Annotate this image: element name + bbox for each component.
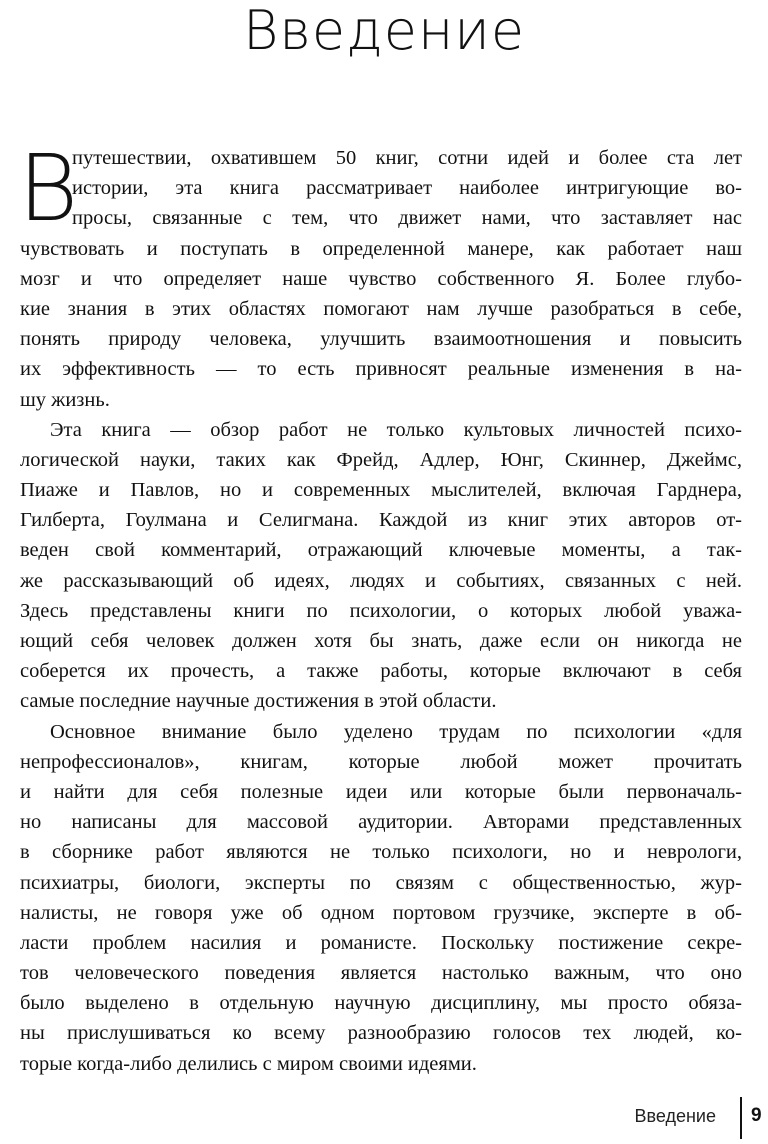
text-line: ющий себя человек должен хотя бы знать, даже если он никогда не [20, 630, 742, 652]
text-line: понять природу человека, улучшить взаимоотношения и повысить [20, 328, 742, 351]
text-line: торые когда-либо делились с миром своими идеями. [20, 1052, 477, 1075]
drop-cap: В [18, 135, 79, 242]
text-line: шу жизнь. [20, 388, 110, 411]
body-text [18, 135, 742, 1079]
text-line: ласти проблем насилия и романисте. Поскольку постижение секре- [20, 931, 742, 954]
text-line: логической науки, таких как Фрейд, Адлер, Юнг, Скиннер, Джеймс, [20, 448, 742, 471]
text-line: же рассказывающий об идеях, людях и событиях, связанных с ней. [20, 569, 742, 592]
text-line: Эта книга — обзор работ не только культовых личностей психо- [50, 418, 742, 441]
text-line: было выделено в отдельную научную дисциплину, мы просто обяза- [20, 992, 742, 1015]
footer-divider [740, 1097, 742, 1139]
page-number: 9 [751, 1105, 762, 1126]
text-line: кие знания в этих областях помогают нам лучше разобраться в себе, [20, 297, 742, 320]
text-line: тов человеческого поведения является настолько важным, что оно [20, 962, 742, 985]
text-line: налисты, не говоря уже об одном портовом грузчике, эксперте в об- [20, 901, 742, 924]
text-line: но написаны для массовой аудитории. Авторами представленных [20, 811, 742, 834]
text-line: веден свой комментарий, отражающий ключевые моменты, а так- [20, 539, 742, 562]
text-line: самые последние научные достижения в этой области. [20, 690, 497, 713]
text-line: чувствовать и поступать в определенной манере, как работает наш [20, 237, 742, 260]
text-line: непрофессионалов», книгам, которые любой может прочитать [20, 750, 742, 773]
text-line: Здесь представлены книги по психологии, о которых любой уважа- [20, 599, 742, 622]
page-title: Введение [242, 0, 526, 62]
text-line: Пиаже и Павлов, но и современных мыслителей, включая Гарднера, [20, 479, 742, 502]
text-line: Основное внимание было уделено трудам по психологии «для [50, 720, 742, 743]
text-line: путешествии, охватившем 50 книг, сотни идей и более ста лет [72, 147, 742, 169]
text-line: просы, связанные с тем, что движет нами, что заставляет нас [72, 207, 742, 230]
text-line: их эффективность — то есть привносят реальные изменения в на- [20, 358, 742, 381]
text-line: истории, эта книга рассматривает наиболее интригующие во- [72, 177, 742, 200]
text-line: соберется их прочесть, а также работы, которые включают в себя [20, 660, 742, 683]
text-line: психиатры, биологи, эксперты по связям с общественностью, жур- [20, 871, 742, 894]
running-head: Введение [634, 1106, 716, 1126]
text-line: мозг и что определяет наше чувство собственного Я. Более глубо- [20, 267, 742, 290]
text-line: в сборнике работ являются не только психологи, но и неврологи, [20, 841, 742, 864]
text-line: ны прислушиваться ко всему разнообразию голосов тех людей, ко- [20, 1022, 742, 1045]
text-line: Гилберта, Гоулмана и Селигмана. Каждой из книг этих авторов от- [20, 509, 742, 532]
text-line: и найти для себя полезные идеи или которые были первоначаль- [20, 780, 742, 803]
